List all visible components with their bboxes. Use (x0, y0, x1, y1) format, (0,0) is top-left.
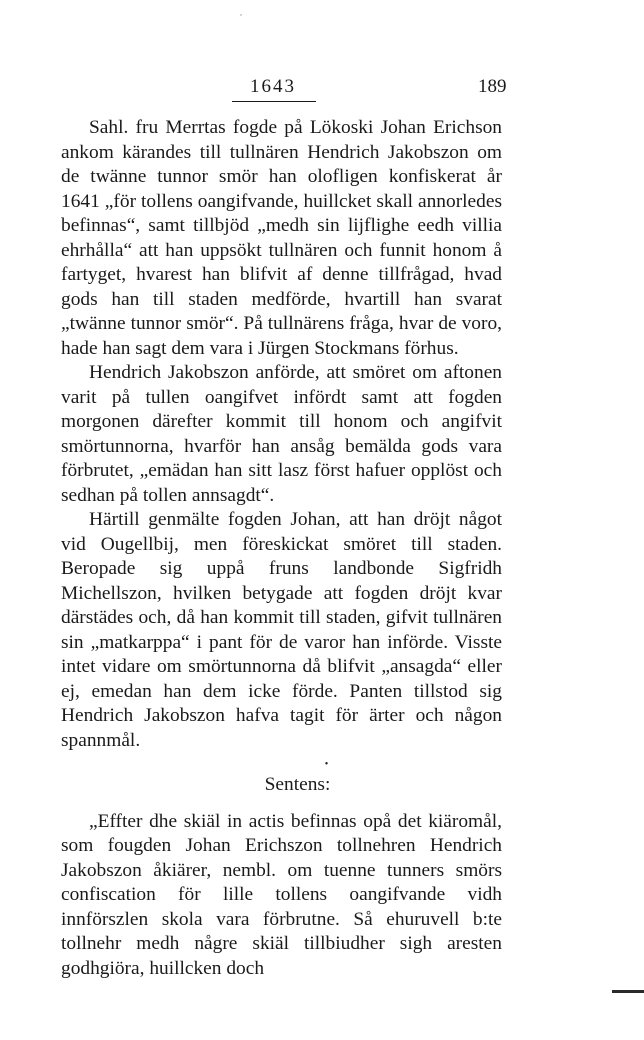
page-number: 189 (478, 76, 507, 97)
header-year: 1643 (250, 76, 296, 97)
header-underline (232, 101, 316, 102)
paper-speck (240, 14, 242, 16)
paragraph-1: Sahl. fru Merrtas fogde på Lökoski Johan Erichson ankom kärandes till tullnären Hendrich Jakobszon om de twänne tunnor smör han olofligen konfiskerat år 1641 „för tollens oangifvande, huillcket skall annorledes befinnas“, samt tillbjöd „medh sin lijflighe eedh villia ehrhålla“ att han uppsökt tullnären och funnit honom å fartyget, hvarest han blifvit af denne tillfrågad, hvad gods han till staden medförde, hvartill han svarat „twänne tunnor smör“. På tullnärens fråga, hvar de voro, hade han sagt dem vara i Jürgen Stockmans förhus. (61, 117, 502, 359)
edge-mark (612, 990, 644, 993)
body-text (61, 116, 502, 981)
section-ornament: • (324, 759, 329, 770)
sentens-paragraph: „Effter dhe skiäl in actis befinnas opå det kiäromål, som fougden Johan Erichszon tollnehren Hendrich Jakobszon åkiärer, nembl. om tuenne tunners smörs confiscation för lille tollens oangifvande vidh innförszlen skola vara förbrutne. Så ehuruvell b:te tollnehr medh någre skiäl tillbiudher sigh aresten godhgiöra, huillcken doch (61, 810, 502, 979)
running-header (0, 76, 644, 106)
paragraph-2: Hendrich Jakobszon anförde, att smöret om aftonen varit på tullen oangifvet infördt samt att fogden morgonen därefter kommit till honom och angifvit smörtunnorna, hvarför han ansåg bemälda gods vara förbrutet, „emädan han sitt lasz först hafuer opplöst och sedhan på tollen annsagdt“. (61, 362, 502, 506)
paragraph-3: Härtill genmälte fogden Johan, att han dröjt något vid Ougellbij, men föreskickat smöret till staden. Beropade sig uppå fruns landbonde Sigfridh Michellszon, hvilken betygade att fogden dröjt kvar därstädes och, då han kommit till staden, gifvit tullnären sin „matkarppa“ i pant för de varor han införde. Visste intet vidare om smörtunnorna då blifvit „ansagda“ eller ej, emedan han dem icke förde. Panten tillstod sig Hendrich Jakobszon hafva tagit för ärter och någon spannmål. (61, 509, 502, 751)
sentens-heading: Sentens: (264, 774, 331, 795)
